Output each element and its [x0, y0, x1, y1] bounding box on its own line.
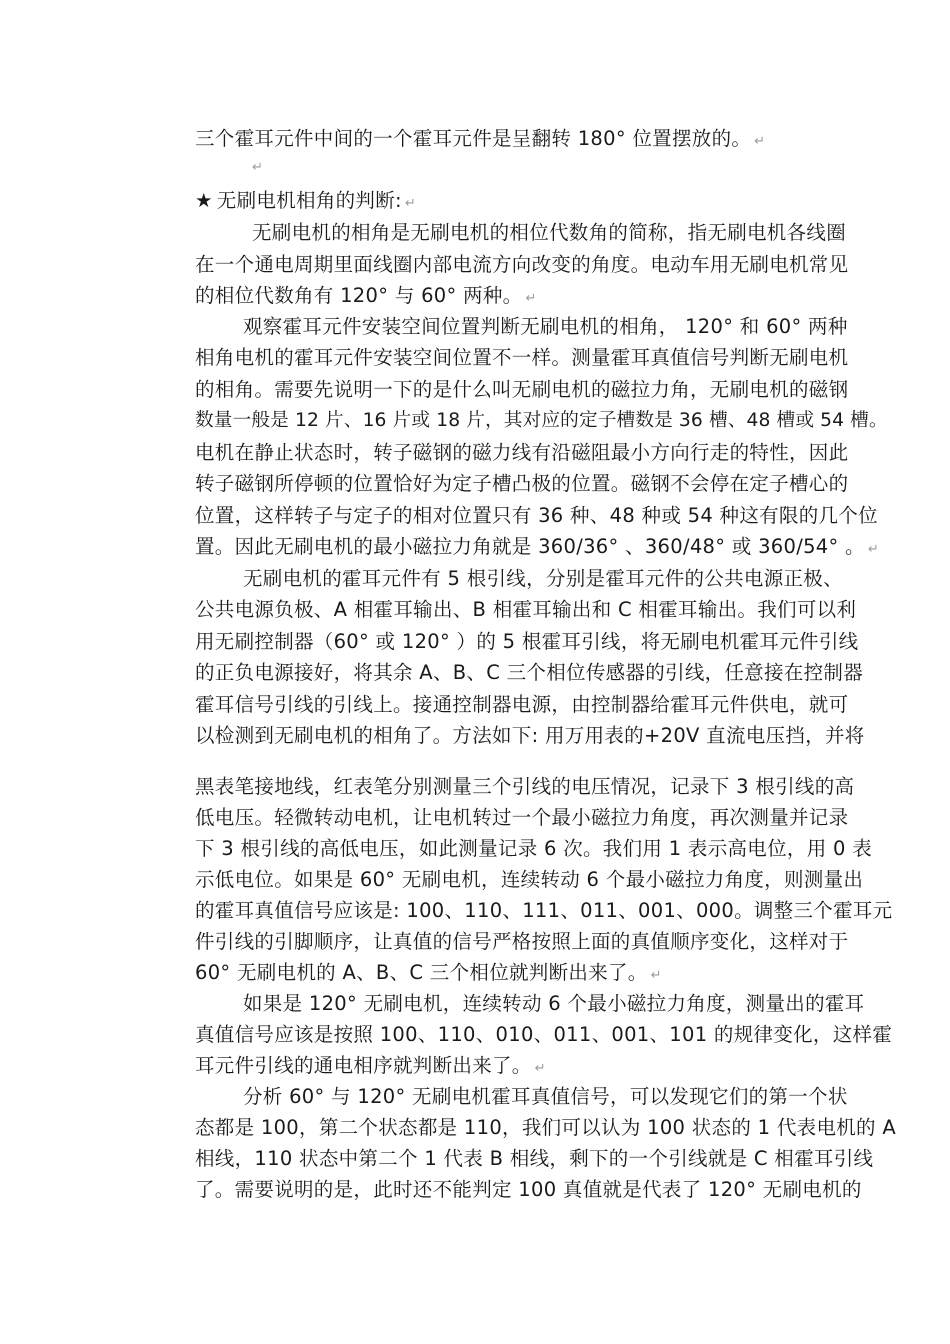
- paragraph-mark-icon: ↵: [867, 542, 880, 557]
- text-line: 相线，110 状态中第二个 1 代表 B 相线，剩下的一个引线就是 C 相霍耳引线: [195, 1147, 874, 1170]
- text-line: 公共电源负极、A 相霍耳输出、B 相霍耳输出和 C 相霍耳输出。我们可以利: [195, 598, 857, 621]
- text-line: 下 3 根引线的高低电压，如此测量记录 6 次。我们用 1 表示高电位，用 0 表: [195, 837, 873, 860]
- text-line: 了。需要说明的是，此时还不能判定 100 真值就是代表了 120° 无刷电机的: [195, 1178, 862, 1201]
- text-line: 霍耳信号引线的引线上。接通控制器电源，由控制器给霍耳元件供电，就可: [195, 693, 849, 716]
- text-line: 分析 60° 与 120° 无刷电机霍耳真值信号，可以发现它们的第一个状: [243, 1085, 848, 1108]
- text-line: 无刷电机的相角是无刷电机的相位代数角的简称，指无刷电机各线圈: [252, 221, 847, 244]
- paragraph-mark-icon: ↵: [754, 134, 766, 149]
- paragraph-mark-icon: ↵: [650, 968, 662, 983]
- text-line: 示低电位。如果是 60° 无刷电机，连续转动 6 个最小磁拉力角度，则测量出: [195, 868, 864, 891]
- text-line: 无刷电机的霍耳元件有 5 根引线，分别是霍耳元件的公共电源正极、: [243, 567, 843, 590]
- paragraph-mark-icon: ↵: [525, 291, 537, 306]
- text-line: 的相角。需要先说明一下的是什么叫无刷电机的磁拉力角，无刷电机的磁钢: [195, 378, 849, 401]
- text-line: 耳元件引线的通电相序就判断出来了。 ↵: [195, 1054, 546, 1077]
- paragraph-mark-icon: ↵: [252, 160, 263, 175]
- text-line: 位置，这样转子与定子的相对位置只有 36 种、48 种或 54 种这有限的几个位: [195, 504, 878, 527]
- text-line: 如果是 120° 无刷电机，连续转动 6 个最小磁拉力角度，测量出的霍耳: [243, 992, 865, 1015]
- section-heading: ★ 无刷电机相角的判断: ↵: [195, 189, 417, 212]
- text-line: 置。因此无刷电机的最小磁拉力角就是 360/36° 、360/48° 或 360/54° 。 ↵: [195, 535, 880, 558]
- text-line: 三个霍耳元件中间的一个霍耳元件是呈翻转 180° 位置摆放的。 ↵: [195, 127, 766, 150]
- text-line: 在一个通电周期里面线圈内部电流方向改变的角度。电动车用无刷电机常见: [195, 253, 849, 276]
- text-line: 用无刷控制器（60° 或 120° ）的 5 根霍耳引线，将无刷电机霍耳元件引线: [195, 630, 859, 653]
- text-line: 转子磁钢所停顿的位置恰好为定子槽凸极的位置。磁钢不会停在定子槽心的: [195, 472, 849, 495]
- paragraph-mark-icon: ↵: [404, 196, 417, 211]
- text-line: 件引线的引脚顺序，让真值的信号严格按照上面的真值顺序变化，这样对于: [195, 930, 849, 953]
- text-line: 60° 无刷电机的 A、B、C 三个相位就判断出来了。 ↵: [195, 961, 662, 984]
- paragraph-mark-icon: ↵: [534, 1061, 546, 1076]
- text-line: 以检测到无刷电机的相角了。方法如下: 用万用表的+20V 直流电压挡，并将: [195, 724, 865, 747]
- star-icon: ★: [195, 189, 213, 212]
- text-line: 真值信号应该是按照 100、110、010、011、001、101 的规律变化，这样霍: [195, 1023, 893, 1046]
- text-line: 低电压。轻微转动电机，让电机转过一个最小磁拉力角度，再次测量并记录: [195, 806, 849, 829]
- text-line: 相角电机的霍耳元件安装空间位置不一样。测量霍耳真值信号判断无刷电机: [195, 346, 849, 369]
- text-line: 的相位代数角有 120° 与 60° 两种。 ↵: [195, 284, 537, 307]
- text-line: 的霍耳真值信号应该是: 100、110、111、011、001、000。调整三个霍耳元: [195, 899, 893, 922]
- text-line: 黑表笔接地线，红表笔分别测量三个引线的电压情况，记录下 3 根引线的高: [195, 775, 855, 798]
- text-line: 的正负电源接好，将其余 A、B、C 三个相位传感器的引线，任意接在控制器: [195, 661, 864, 684]
- text-line: 数量一般是 12 片、16 片或 18 片，其对应的定子槽数是 36 槽、48 槽或 54 槽。: [195, 410, 888, 431]
- text-line: 观察霍耳元件安装空间位置判断无刷电机的相角， 120° 和 60° 两种: [243, 315, 848, 338]
- text-line: 态都是 100，第二个状态都是 110，我们可以认为 100 状态的 1 代表电机的 A: [195, 1116, 896, 1139]
- text-line: 电机在静止状态时，转子磁钢的磁力线有沿磁阻最小方向行走的特性，因此: [195, 441, 849, 464]
